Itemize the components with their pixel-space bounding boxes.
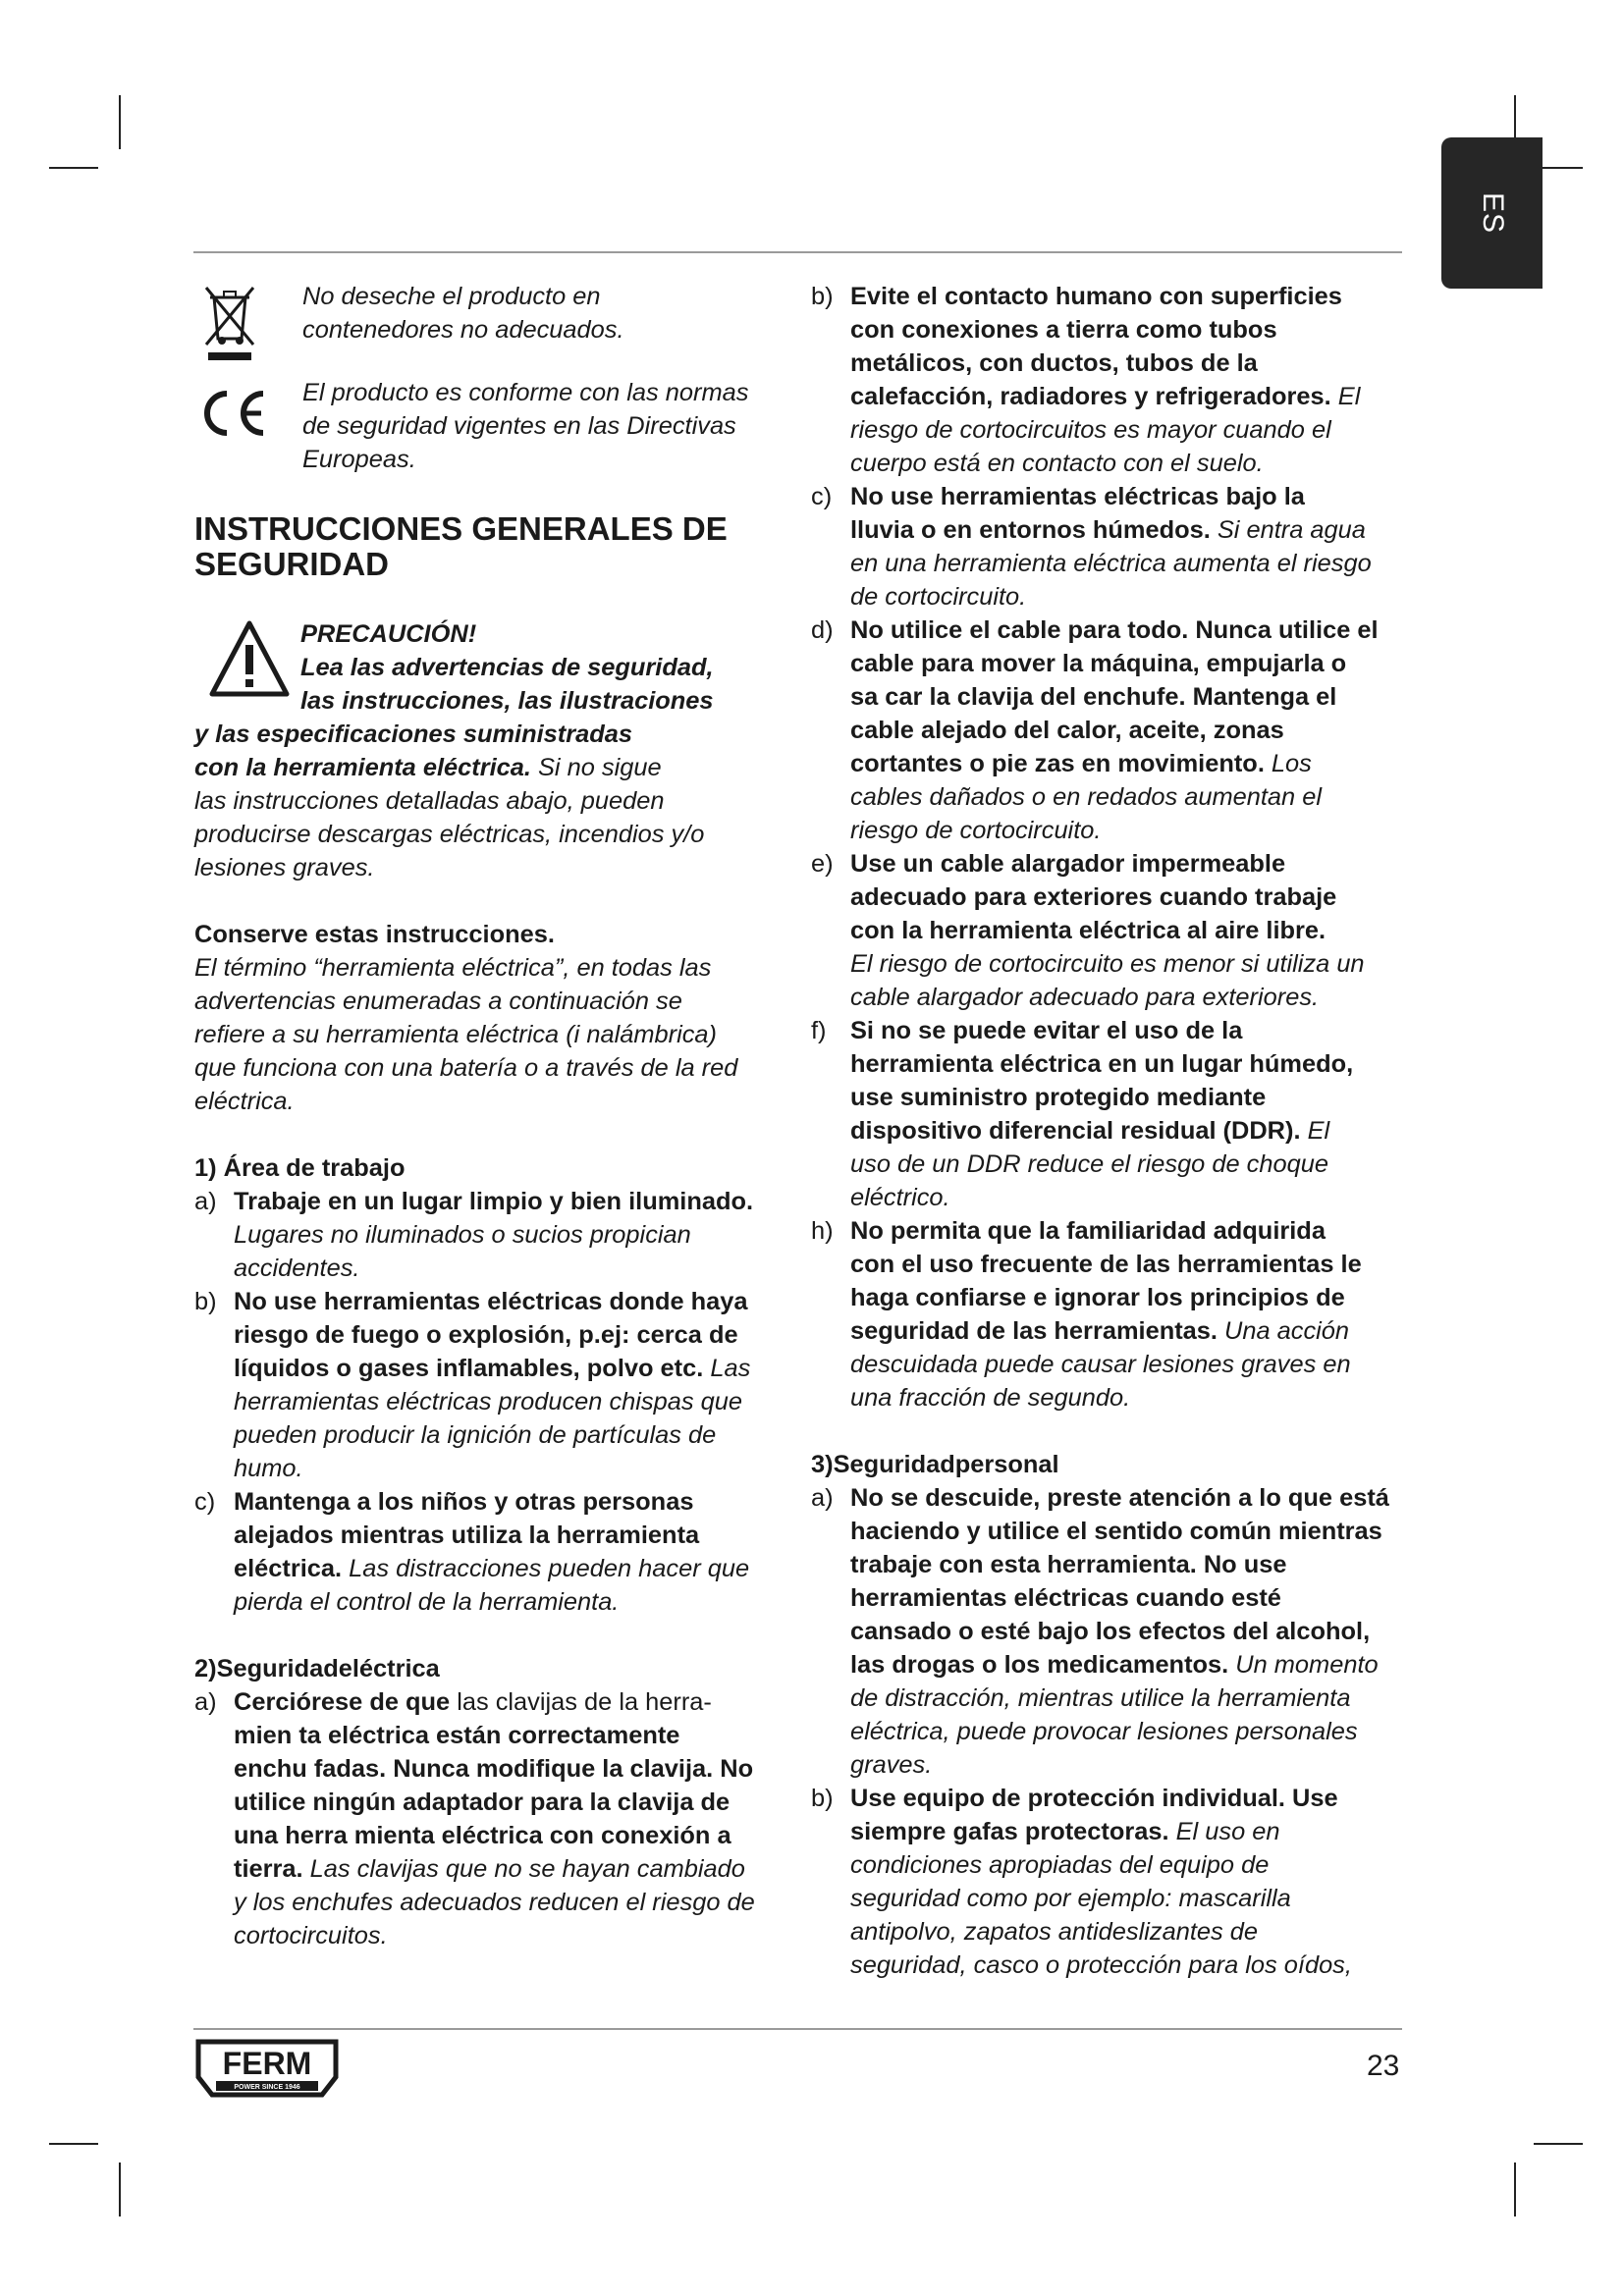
item-line: trabaje con esta herramienta. No use bbox=[850, 1551, 1287, 1578]
conserve-line: que funciona con una batería o a través de la red bbox=[194, 1054, 738, 1082]
item-label: h) bbox=[811, 1217, 834, 1245]
conserve-line: advertencias enumeradas a continuación se bbox=[194, 988, 682, 1015]
item-line: Lugares no iluminados o sucios propician bbox=[234, 1221, 691, 1249]
item-line: condiciones apropiadas del equipo de bbox=[850, 1851, 1270, 1879]
item-line: sa car la clavija del enchufe. Mantenga el bbox=[850, 683, 1337, 711]
item-line: alejados mientras utiliza la herramienta bbox=[234, 1522, 700, 1549]
item-line: No se descuide, preste atención a lo que está bbox=[850, 1484, 1389, 1512]
item-line: adecuado para exteriores cuando trabaje bbox=[850, 883, 1337, 911]
item-label: a) bbox=[194, 1188, 217, 1215]
warning-line-bold: con la herramienta eléctrica. bbox=[194, 754, 531, 781]
item-line: Mantenga a los niños y otras personas bbox=[234, 1488, 694, 1516]
item-line: en una herramienta eléctrica aumenta el riesgo bbox=[850, 550, 1372, 577]
item-line: siempre gafas protectoras. El uso en bbox=[850, 1818, 1280, 1845]
warning-line: y las especificaciones suministradas bbox=[194, 721, 632, 748]
item-line: eléctrica. Las distracciones pueden hacer que bbox=[234, 1555, 750, 1582]
list-item bbox=[194, 1485, 803, 1619]
top-rule bbox=[193, 251, 1402, 253]
item-line: tierra. Las clavijas que no se hayan cambiado bbox=[234, 1855, 745, 1883]
item-line: uso de un DDR reduce el riesgo de choque bbox=[850, 1150, 1328, 1178]
section-heading: INSTRUCCIONES GENERALES DE bbox=[194, 510, 728, 547]
ce-mark-icon bbox=[194, 386, 273, 441]
list-item bbox=[811, 280, 1430, 480]
item-line: líquidos o gases inflamables, polvo etc. Las bbox=[234, 1355, 751, 1382]
item-line: graves. bbox=[850, 1751, 933, 1779]
list-item bbox=[811, 614, 1430, 847]
item-label: d) bbox=[811, 616, 834, 644]
item-line: cables dañados o en redados aumentan el bbox=[850, 783, 1322, 811]
item-label: b) bbox=[811, 1785, 834, 1812]
item-label: b) bbox=[194, 1288, 217, 1315]
warning-line: las instrucciones, las ilustraciones bbox=[300, 687, 714, 715]
item-line: cortantes o pie zas en movimiento. Los bbox=[850, 750, 1312, 777]
warning-line: las instrucciones detalladas abajo, pueden bbox=[194, 787, 665, 815]
item-line: de distracción, mientras utilice la herramienta bbox=[850, 1684, 1351, 1712]
item-line: riesgo de cortocircuitos es mayor cuando el bbox=[850, 416, 1331, 444]
section-heading: SEGURIDAD bbox=[194, 546, 390, 582]
item-line: eléctrico. bbox=[850, 1184, 950, 1211]
item-line: Use un cable alargador impermeable bbox=[850, 850, 1286, 878]
item-line: seguridad de las herramientas. Una acción bbox=[850, 1317, 1350, 1345]
subsection-title: 3)Seguridadpersonal bbox=[811, 1451, 1059, 1478]
item-line: una fracción de segundo. bbox=[850, 1384, 1131, 1412]
item-line: herramientas eléctricas producen chispas que bbox=[234, 1388, 742, 1415]
item-line: con conexiones a tierra como tubos bbox=[850, 316, 1277, 344]
item-line: haga confiarse e ignorar los principios de bbox=[850, 1284, 1345, 1311]
item-line: una herra mienta eléctrica con conexión a bbox=[234, 1822, 731, 1849]
item-line: pierda el control de la herramienta. bbox=[234, 1588, 620, 1616]
list-item bbox=[811, 847, 1430, 1014]
item-line: con la herramienta eléctrica al aire libre. bbox=[850, 917, 1326, 944]
list-item bbox=[811, 1014, 1430, 1214]
item-line: accidentes. bbox=[234, 1255, 360, 1282]
ce-line: de seguridad vigentes en las Directivas bbox=[302, 412, 736, 440]
conserve-line: El término “herramienta eléctrica”, en todas las bbox=[194, 954, 712, 982]
conserve-line: refiere a su herramienta eléctrica (i nalámbrica) bbox=[194, 1021, 718, 1048]
item-line: con el uso frecuente de las herramientas le bbox=[850, 1251, 1362, 1278]
page-number: 23 bbox=[1367, 2050, 1400, 2082]
item-line: las drogas o los medicamentos. Un momento bbox=[850, 1651, 1379, 1679]
logo-tagline: POWER SINCE 1946 bbox=[234, 2084, 300, 2091]
crop-mark bbox=[49, 167, 98, 169]
item-line: dispositivo diferencial residual (DDR). El bbox=[850, 1117, 1330, 1145]
language-tab-label: ES bbox=[1476, 191, 1509, 235]
item-label: b) bbox=[811, 283, 834, 310]
conserve-line: eléctrica. bbox=[194, 1088, 295, 1115]
item-line: enchu fadas. Nunca modifique la clavija. No bbox=[234, 1755, 754, 1783]
right-column bbox=[811, 280, 1430, 1982]
crop-mark bbox=[119, 2163, 121, 2216]
list-item bbox=[811, 480, 1430, 614]
warning-block bbox=[194, 617, 803, 884]
item-line: herramienta eléctrica en un lugar húmedo, bbox=[850, 1050, 1354, 1078]
item-line: riesgo de cortocircuito. bbox=[850, 817, 1102, 844]
item-line: de cortocircuito. bbox=[850, 583, 1027, 611]
conserve-title: Conserve estas instrucciones. bbox=[194, 921, 555, 948]
item-line: pueden producir la ignición de partículas de bbox=[234, 1421, 717, 1449]
item-line: Cerciórese de que las clavijas de la herra- bbox=[234, 1688, 712, 1716]
list-item bbox=[194, 1185, 803, 1285]
item-label: e) bbox=[811, 850, 834, 878]
item-line: herramientas eléctricas cuando esté bbox=[850, 1584, 1281, 1612]
warning-line-normal: Si no sigue bbox=[530, 754, 662, 781]
warning-line: lesiones graves. bbox=[194, 854, 375, 881]
item-label: c) bbox=[194, 1488, 216, 1516]
subsection-title: 1) Área de trabajo bbox=[194, 1154, 406, 1182]
language-tab bbox=[1441, 137, 1543, 289]
warning-line bbox=[194, 751, 803, 784]
ce-line: El producto es conforme con las normas bbox=[302, 379, 749, 406]
logo-text: FERM bbox=[222, 2046, 312, 2081]
item-line: antipolvo, zapatos antideslizantes de bbox=[850, 1918, 1258, 1946]
item-label: a) bbox=[811, 1484, 834, 1512]
list-item bbox=[811, 1481, 1430, 1782]
warning-line: Lea las advertencias de seguridad, bbox=[300, 654, 714, 681]
item-line: calefacción, radiadores y refrigeradores. El bbox=[850, 383, 1361, 410]
crop-mark bbox=[1534, 2143, 1583, 2145]
item-line: haciendo y utilice el sentido común mientras bbox=[850, 1518, 1382, 1545]
weee-notice bbox=[194, 280, 803, 347]
list-item bbox=[194, 1285, 803, 1485]
item-line: utilice ningún adaptador para la clavija de bbox=[234, 1789, 731, 1816]
weee-line: No deseche el producto en bbox=[302, 283, 601, 310]
item-line: cortocircuitos. bbox=[234, 1922, 388, 1949]
item-line: Evite el contacto humano con superficies bbox=[850, 283, 1342, 310]
item-line: y los enchufes adecuados reducen el riesgo de bbox=[234, 1889, 755, 1916]
list-item bbox=[811, 1214, 1430, 1415]
item-line: descuidada puede causar lesiones graves en bbox=[850, 1351, 1351, 1378]
item-line: cable para mover la máquina, empujarla o bbox=[850, 650, 1347, 677]
crossed-bin-icon bbox=[200, 284, 257, 362]
item-line: seguridad como por ejemplo: mascarilla bbox=[850, 1885, 1291, 1912]
item-line: metálicos, con ductos, tubos de la bbox=[850, 349, 1258, 377]
item-line: cansado o esté bajo los efectos del alcohol, bbox=[850, 1618, 1371, 1645]
left-column bbox=[194, 280, 803, 1952]
crop-mark bbox=[119, 95, 121, 149]
item-label: c) bbox=[811, 483, 833, 510]
crop-mark bbox=[1514, 2163, 1516, 2216]
warning-line: producirse descargas eléctricas, incendios y/o bbox=[194, 821, 705, 848]
crop-mark bbox=[49, 2143, 98, 2145]
ferm-logo bbox=[194, 2038, 340, 2101]
ce-line: Europeas. bbox=[302, 446, 416, 473]
item-line: lluvia o en entornos húmedos. Si entra agua bbox=[850, 516, 1366, 544]
weee-line: contenedores no adecuados. bbox=[302, 316, 624, 344]
item-line: riesgo de fuego o explosión, p.ej: cerca de bbox=[234, 1321, 738, 1349]
item-line: mien ta eléctrica están correctamente bbox=[234, 1722, 680, 1749]
item-line: seguridad, casco o protección para los oídos, bbox=[850, 1951, 1352, 1979]
item-line: No use herramientas eléctricas donde haya bbox=[234, 1288, 748, 1315]
item-line: No utilice el cable para todo. Nunca utilice el bbox=[850, 616, 1379, 644]
bottom-rule bbox=[193, 2028, 1402, 2030]
item-line: Use equipo de protección individual. Use bbox=[850, 1785, 1338, 1812]
item-line: humo. bbox=[234, 1455, 303, 1482]
warning-title: PRECAUCIÓN! bbox=[300, 620, 477, 648]
item-line: cuerpo está en contacto con el suelo. bbox=[850, 450, 1264, 477]
item-line: No permita que la familiaridad adquirida bbox=[850, 1217, 1326, 1245]
item-line: use suministro protegido mediante bbox=[850, 1084, 1267, 1111]
item-line: Trabaje en un lugar limpio y bien iluminado. bbox=[234, 1188, 754, 1215]
item-line: cable alargador adecuado para exteriores. bbox=[850, 984, 1320, 1011]
item-label: f) bbox=[811, 1017, 827, 1044]
subsection-title: 2)Seguridadeléctrica bbox=[194, 1655, 440, 1682]
list-item bbox=[811, 1782, 1430, 1982]
item-label: a) bbox=[194, 1688, 217, 1716]
warning-triangle-icon bbox=[208, 619, 291, 698]
item-line: El riesgo de cortocircuito es menor si utiliza un bbox=[850, 950, 1365, 978]
item-line: No use herramientas eléctricas bajo la bbox=[850, 483, 1305, 510]
ce-notice bbox=[194, 376, 803, 476]
list-item bbox=[194, 1685, 803, 1952]
item-line: Si no se puede evitar el uso de la bbox=[850, 1017, 1243, 1044]
item-line: cable alejado del calor, aceite, zonas bbox=[850, 717, 1284, 744]
item-line: eléctrica, puede provocar lesiones personales bbox=[850, 1718, 1358, 1745]
